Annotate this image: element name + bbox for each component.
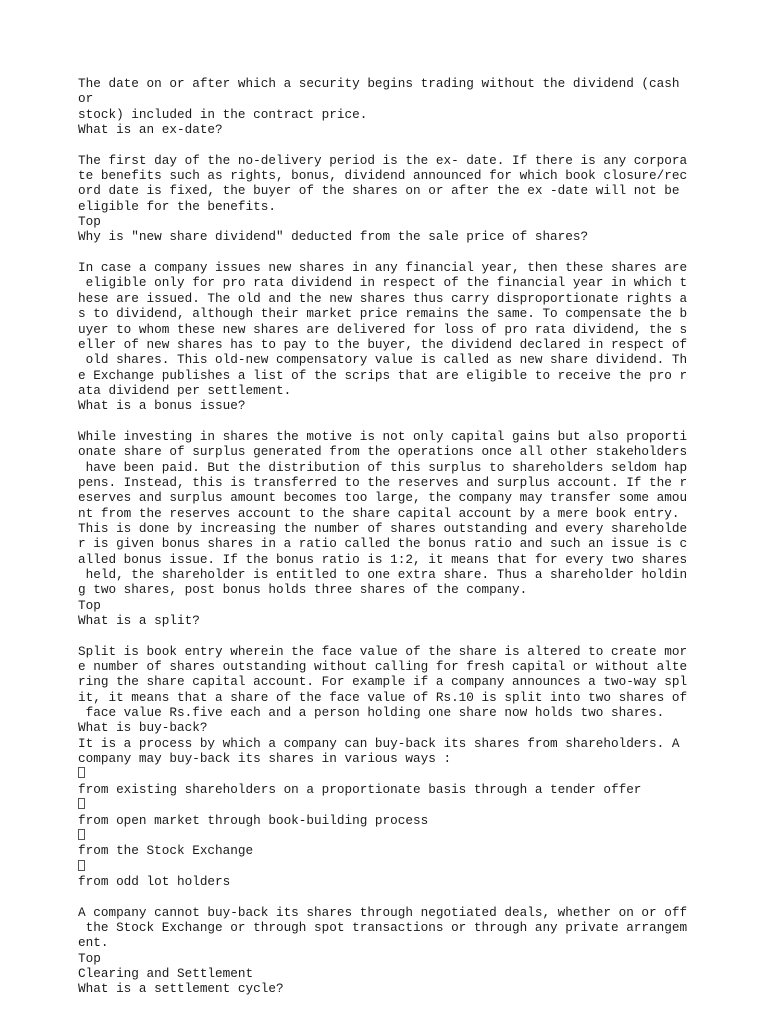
bullet-box-icon — [78, 829, 85, 840]
text-line: A company cannot buy-back its shares through negotiated deals, whether on or off — [78, 904, 688, 920]
text-line: eligible only for pro rata dividend in respect of the financial year in which t — [78, 275, 688, 291]
text-line: held, the shareholder is entitled to one extra share. Thus a shareholder holdin — [78, 567, 688, 582]
text-line: hese are issued. The old and the new shares thus carry disproportionate rights a — [78, 290, 688, 306]
text-line — [78, 414, 718, 429]
text-line: g two shares, post bonus holds three shares of the company. — [78, 582, 528, 598]
text-line: from existing shareholders on a proportionate basis through a tender offer — [78, 781, 642, 797]
text-line: While investing in shares the motive is not only capital gains but also proporti — [78, 428, 688, 444]
text-line: pens. Instead, this is transferred to the reserves and surplus account. If the r — [78, 474, 688, 490]
text-line: What is an ex-date? — [78, 122, 223, 138]
bullet-box-icon — [78, 767, 85, 778]
bullet-box-icon — [78, 766, 718, 781]
text-line: onate share of surplus generated from the operations once all other stakeholders — [78, 444, 688, 460]
text-line: ata dividend per settlement. — [78, 382, 292, 398]
text-line: What is a settlement cycle? — [78, 981, 284, 997]
text-line: alled bonus issue. If the bonus ratio is 1:2, it means that for every two shares — [78, 551, 688, 567]
text-line: r is given bonus shares in a ratio called the bonus ratio and such an issue is c — [78, 536, 688, 552]
text-line: or — [78, 91, 94, 107]
text-line: eserves and surplus amount becomes too large, the company may transfer some amou — [78, 490, 688, 506]
text-line: Split is book entry wherein the face value of the share is altered to create mor — [78, 643, 688, 659]
text-line: te benefits such as rights, bonus, dividend announced for which book closure/rec — [78, 168, 688, 184]
text-line — [78, 628, 718, 643]
text-line: eller of new shares has to pay to the buyer, the dividend declared in respect of — [78, 336, 688, 352]
text-line: company may buy-back its shares in various ways : — [78, 751, 452, 767]
text-line: the Stock Exchange or through spot transactions or through any private arrangem — [78, 919, 688, 935]
text-line: Top — [78, 597, 101, 613]
text-line: Clearing and Settlement — [78, 965, 254, 981]
text-line: Why is "new share dividend" deducted from the sale price of shares? — [78, 229, 589, 245]
text-line: uyer to whom these new shares are delivered for loss of pro rata dividend, the s — [78, 321, 688, 337]
text-line: Top — [78, 950, 101, 966]
text-line: stock) included in the contract price. — [78, 106, 368, 122]
text-line — [78, 137, 718, 152]
text-line: it, it means that a share of the face value of Rs.10 is split into two shares of — [78, 689, 688, 705]
text-line: In case a company issues new shares in any financial year, then these shares are — [78, 260, 688, 276]
text-line: have been paid. But the distribution of this surplus to shareholders seldom hap — [78, 459, 688, 475]
text-line: The date on or after which a security begins trading without the dividend (cash — [78, 76, 680, 91]
text-line: Top — [78, 214, 101, 230]
document-page — [78, 76, 718, 997]
text-line: e number of shares outstanding without calling for fresh capital or without alte — [78, 659, 688, 675]
text-line: face value Rs.five each and a person holding one share now holds two shares. — [78, 705, 665, 721]
text-line: ent. — [78, 935, 109, 951]
text-line — [78, 889, 718, 904]
text-line: What is a split? — [78, 613, 200, 629]
text-line: old shares. This old-new compensatory value is called as new share dividend. Th — [78, 352, 688, 368]
text-line: s to dividend, although their market price remains the same. To compensate the b — [78, 306, 688, 322]
text-line — [78, 245, 718, 260]
text-line: What is a bonus issue? — [78, 398, 246, 414]
text-line: from open market through book-building process — [78, 812, 429, 828]
bullet-box-icon — [78, 797, 718, 812]
bullet-box-icon — [78, 860, 85, 871]
text-line: e Exchange publishes a list of the scrips that are eligible to receive the pro r — [78, 367, 688, 383]
text-line: The first day of the no-delivery period is the ex- date. If there is any corpora — [78, 152, 688, 168]
text-line: from the Stock Exchange — [78, 843, 254, 859]
text-line: It is a process by which a company can buy-back its shares from shareholders. A — [78, 735, 680, 751]
text-line: from odd lot holders — [78, 873, 231, 889]
bullet-box-icon — [78, 798, 85, 809]
bullet-box-icon — [78, 859, 718, 874]
text-line: ring the share capital account. For example if a company announces a two-way spl — [78, 674, 688, 690]
text-line: nt from the reserves account to the share capital account by a mere book entry. — [78, 505, 680, 521]
text-line: ord date is fixed, the buyer of the shares on or after the ex -date will not be — [78, 183, 680, 199]
bullet-box-icon — [78, 828, 718, 843]
text-line: eligible for the benefits. — [78, 198, 276, 214]
text-line: What is buy-back? — [78, 720, 208, 736]
text-line: This is done by increasing the number of shares outstanding and every shareholde — [78, 520, 688, 536]
